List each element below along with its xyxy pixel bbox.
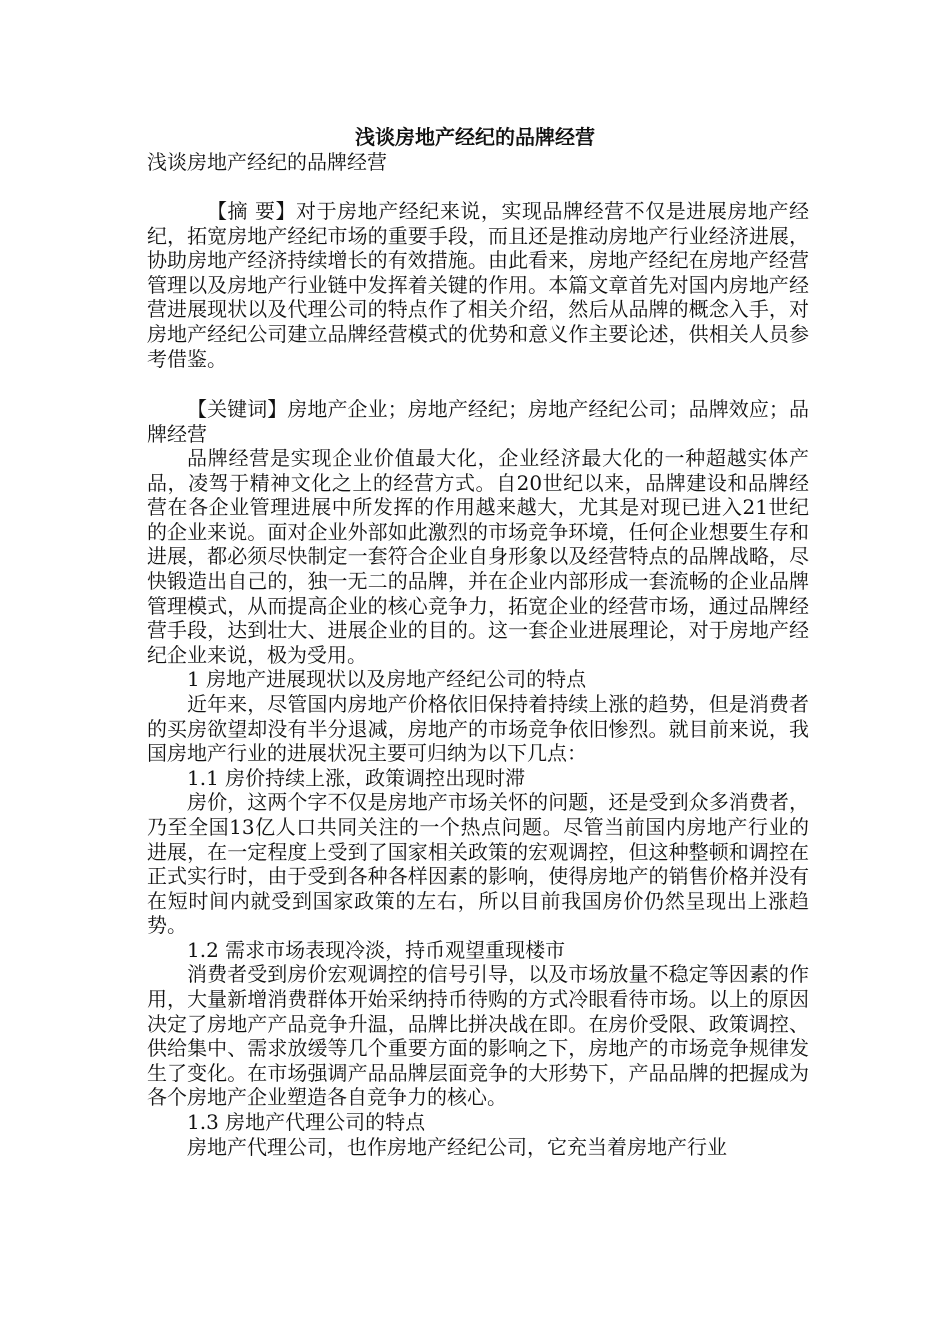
abstract-paragraph: 【摘 要】对于房地产经纪来说，实现品牌经营不仅是进展房地产经纪，拓宽房地产经纪市场的重要手段，而且还是推动房地产行业经济进展，协助房地产经济持续增长的有效措施。由此看来，房地产经纪在房地产经营管理以及房地产行业链中发挥着关键的作用。本篇文章首先对国内房地产经营进展现状以及代理公司的特点作了相关介绍，然后从品牌的概念入手，对房地产经纪公司建立品牌经营模式的优势和意义作主要论述，供相关人员参考借鉴。 — [147, 199, 809, 371]
subsection-heading: 1.3 房地产代理公司的特点 — [187, 1110, 426, 1135]
body-paragraph: 消费者受到房价宏观调控的信号引导，以及市场放量不稳定等因素的作用，大量新增消费群体开始采纳持币待购的方式冷眼看待市场。以上的原因决定了房地产产品竞争升温，品牌比拼决战在即。在房价受限、政策调控、供给集中、需求放缓等几个重要方面的影响之下，房地产的市场竞争规律发生了变化。在市场强调产品品牌层面竞争的大形势下，产品品牌的把握成为各个房地产企业塑造各自竞争力的核心。 — [147, 962, 809, 1110]
section-heading: 1 房地产进展现状以及房地产经纪公司的特点 — [187, 667, 587, 692]
keywords-paragraph: 【关键词】房地产企业；房地产经纪；房地产经纪公司；品牌效应；品牌经营 — [147, 397, 809, 446]
body-paragraph: 房地产代理公司，也作房地产经纪公司，它充当着房地产行业 — [187, 1134, 727, 1159]
body-paragraph: 近年来，尽管国内房地产价格依旧保持着持续上涨的趋势，但是消费者的买房欲望却没有半分退减，房地产的市场竞争依旧惨烈。就目前来说，我国房地产行业的进展状况主要可归纳为以下几点： — [147, 691, 809, 766]
document-title: 浅谈房地产经纪的品牌经营 — [355, 125, 595, 149]
body-paragraph: 房价，这两个字不仅是房地产市场关怀的问题，还是受到众多消费者，乃至全国13亿人口共同关注的一个热点问题。尽管当前国内房地产行业的进展，在一定程度上受到了国家相关政策的宏观调控，但这种整顿和调控在正式实行时，由于受到各种各样因素的影响，使得房地产的销售价格并没有在短时间内就受到国家政策的左右，所以目前我国房价仍然呈现出上涨趋势。 — [147, 790, 809, 938]
document-subtitle: 浅谈房地产经纪的品牌经营 — [147, 150, 387, 174]
body-paragraph: 品牌经营是实现企业价值最大化，企业经济最大化的一种超越实体产品，凌驾于精神文化之上的经营方式。自20世纪以来，品牌建设和品牌经营在各企业管理进展中所发挥的作用越来越大，尤其是对现已进入21世纪的企业来说。面对企业外部如此激烈的市场竞争环境，任何企业想要生存和进展，都必须尽快制定一套符合企业自身形象以及经营特点的品牌战略，尽快锻造出自己的，独一无二的品牌，并在企业内部形成一套流畅的企业品牌管理模式，从而提高企业的核心竞争力，拓宽企业的经营市场，通过品牌经营手段，达到壮大、进展企业的目的。这一套企业进展理论，对于房地产经纪企业来说，极为受用。 — [147, 446, 809, 667]
main-text — [147, 446, 809, 1159]
subsection-heading: 1.1 房价持续上涨，政策调控出现时滞 — [187, 765, 526, 790]
subsection-heading: 1.2 需求市场表现冷淡，持币观望重现楼市 — [187, 937, 566, 962]
